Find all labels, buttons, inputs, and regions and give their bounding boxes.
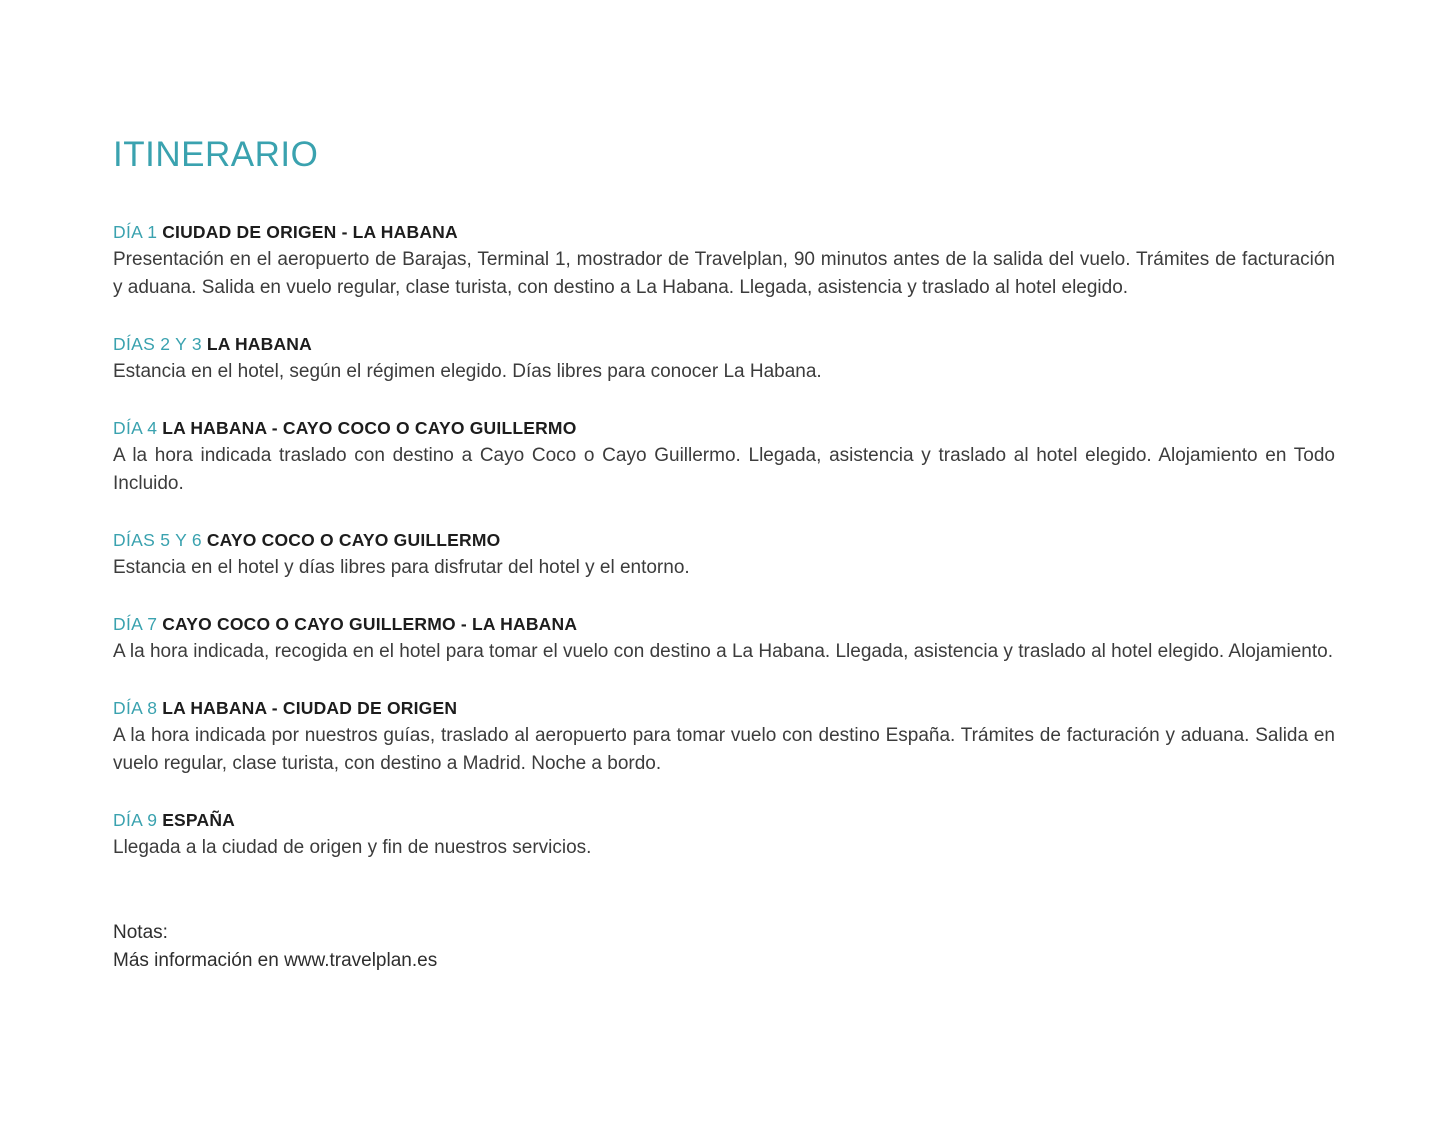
page-title: ITINERARIO: [113, 135, 319, 174]
day-route: LA HABANA - CAYO COCO O CAYO GUILLERMO: [162, 418, 577, 438]
notes-block: [113, 919, 1335, 975]
day-label: DÍAS 5 Y 6: [113, 530, 202, 550]
day-route: CAYO COCO O CAYO GUILLERMO - LA HABANA: [162, 614, 578, 634]
itinerary-section-days-2-3: [113, 330, 1335, 386]
day-heading: [113, 414, 1335, 442]
itinerary-sections: [113, 218, 1335, 862]
itinerary-section-day-8: [113, 694, 1335, 778]
itinerary-section-day-1: [113, 218, 1335, 302]
day-heading: [113, 694, 1335, 722]
notes-info: Más información en www.travelplan.es: [113, 950, 438, 971]
day-description: A la hora indicada por nuestros guías, traslado al aeropuerto para tomar vuelo con destino España. Trámites de facturación y aduana. Salida en vuelo regular, clase turista, con destino a Madrid. Noche a bordo.: [113, 725, 1335, 774]
itinerary-section-day-4: [113, 414, 1335, 498]
day-heading: [113, 610, 1335, 638]
notes-label: Notas:: [113, 922, 168, 943]
day-description: Llegada a la ciudad de origen y fin de nuestros servicios.: [113, 837, 592, 858]
day-description: A la hora indicada, recogida en el hotel para tomar el vuelo con destino a La Habana. Llegada, asistencia y traslado al hotel elegido. Alojamiento.: [113, 641, 1333, 662]
content-column: [113, 0, 1335, 975]
day-route: LA HABANA: [206, 334, 312, 354]
day-description: Estancia en el hotel, según el régimen elegido. Días libres para conocer La Habana.: [113, 361, 822, 382]
day-heading: [113, 806, 1335, 834]
day-heading: [113, 330, 1335, 358]
day-label: DÍA 8: [113, 698, 158, 718]
day-label: DÍA 4: [113, 418, 158, 438]
day-label: DÍA 7: [113, 614, 158, 634]
day-description: Estancia en el hotel y días libres para disfrutar del hotel y el entorno.: [113, 557, 690, 578]
itinerary-section-day-7: [113, 610, 1335, 666]
day-route: ESPAÑA: [162, 810, 236, 830]
day-description: Presentación en el aeropuerto de Barajas, Terminal 1, mostrador de Travelplan, 90 minutos antes de la salida del vuelo. Trámites de facturación y aduana. Salida en vuelo regular, clase turista, con destino a La Habana. Llegada, asistencia y traslado al hotel elegido.: [113, 249, 1335, 298]
day-label: DÍAS 2 Y 3: [113, 334, 202, 354]
day-label: DÍA 9: [113, 810, 158, 830]
day-route: CAYO COCO O CAYO GUILLERMO: [206, 530, 501, 550]
itinerary-section-day-9: [113, 806, 1335, 862]
day-route: CIUDAD DE ORIGEN - LA HABANA: [162, 222, 458, 242]
day-heading: [113, 526, 1335, 554]
day-route: LA HABANA - CIUDAD DE ORIGEN: [162, 698, 458, 718]
itinerary-section-days-5-6: [113, 526, 1335, 582]
day-label: DÍA 1: [113, 222, 158, 242]
day-heading: [113, 218, 1335, 246]
day-description: A la hora indicada traslado con destino a Cayo Coco o Cayo Guillermo. Llegada, asistencia y traslado al hotel elegido. Alojamiento en Todo Incluido.: [113, 445, 1335, 494]
